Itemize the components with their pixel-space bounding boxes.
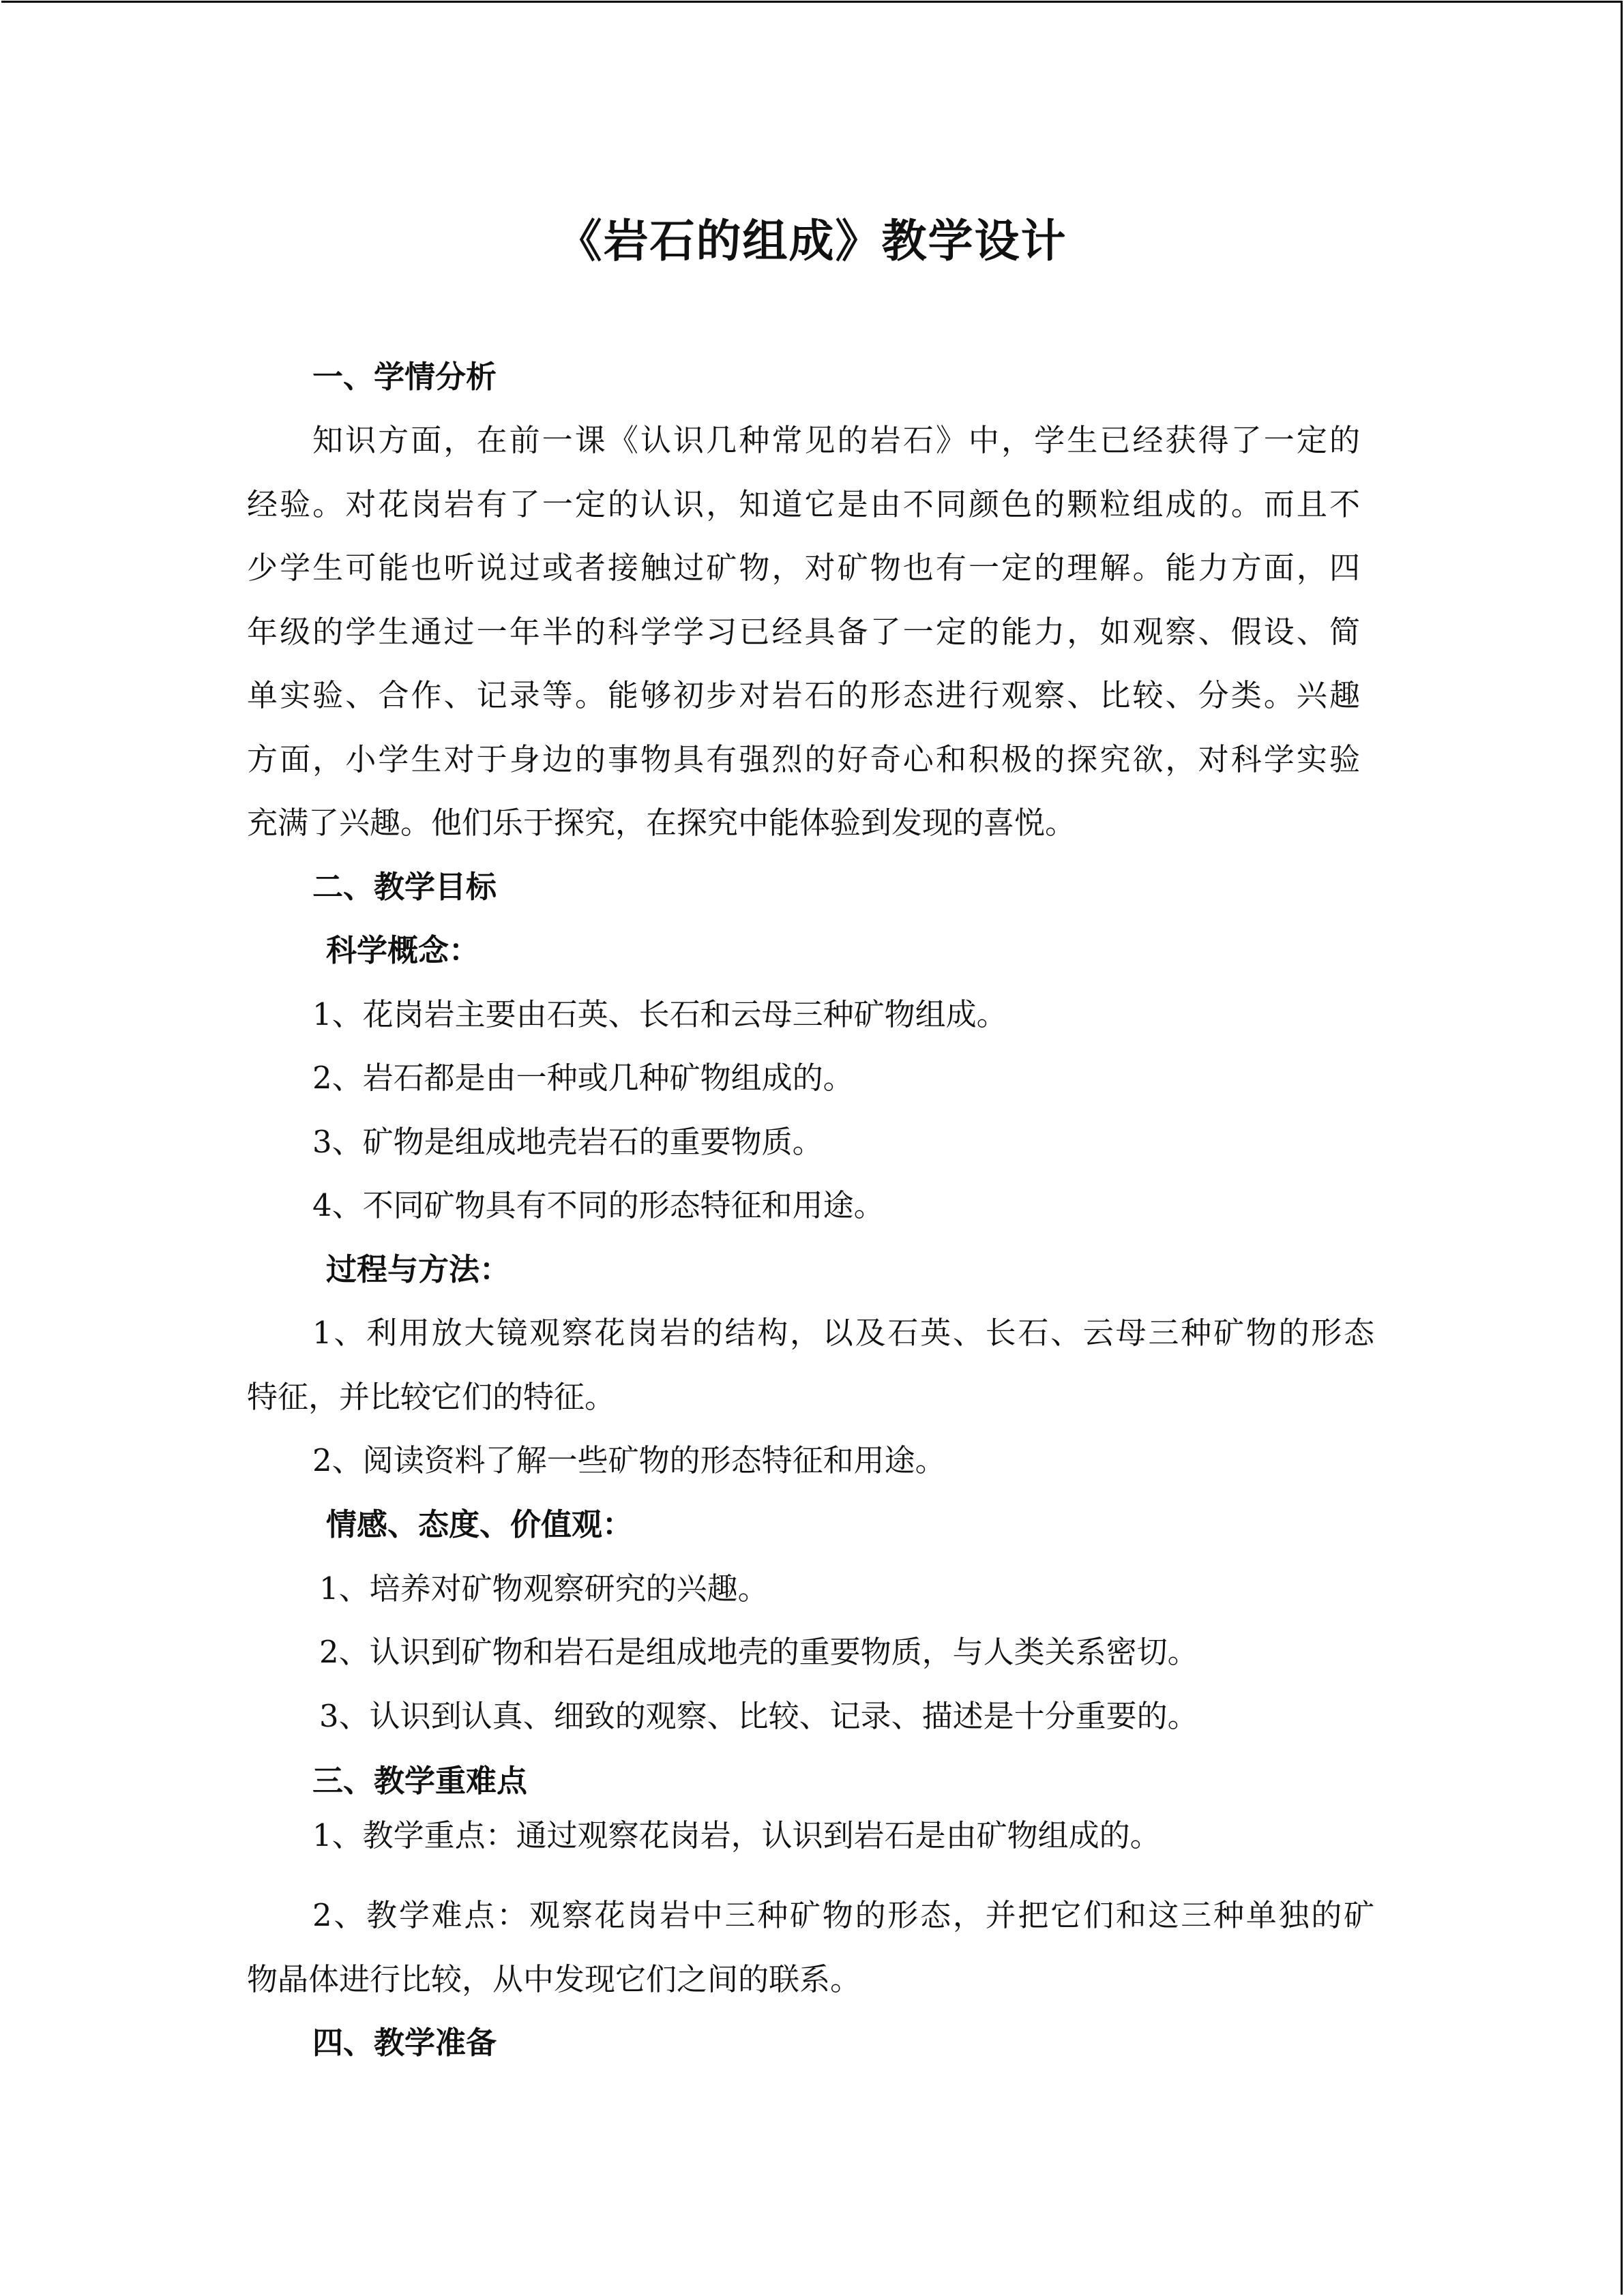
list-item: 1、花岗岩主要由石英、长石和云母三种矿物组成。 [312,996,1007,1032]
list-item: 2、教学难点：观察花岗岩中三种矿物的形态，并把它们和这三种单独的矿 [312,1897,1374,1933]
section-heading-analysis: 一、学情分析 [312,359,497,395]
document-title: 《岩石的组成》教学设计 [557,214,1067,267]
list-item: 3、认识到认真、细致的观察、比较、记录、描述是十分重要的。 [319,1698,1198,1734]
paragraph-line: 单实验、合作、记录等。能够初步对岩石的形态进行观察、比较、分类。兴趣 [247,677,1360,713]
list-item: 1、利用放大镜观察花岗岩的结构，以及石英、长石、云母三种矿物的形态 [312,1315,1374,1351]
section-heading-preparation: 四、教学准备 [312,2025,497,2061]
list-item: 2、阅读资料了解一些矿物的形态特征和用途。 [312,1442,946,1478]
paragraph-line: 方面，小学生对于身边的事物具有强烈的好奇心和积极的探究欲，对科学实验 [247,741,1360,777]
paragraph-line: 充满了兴趣。他们乐于探究，在探究中能体验到发现的喜悦。 [247,805,1076,841]
paragraph-line: 经验。对花岗岩有了一定的认识，知道它是由不同颜色的颗粒组成的。而且不 [247,486,1360,522]
section-heading-objectives: 二、教学目标 [312,869,497,905]
list-item-continuation: 特征，并比较它们的特征。 [247,1379,616,1415]
subheading-concepts: 科学概念： [326,932,480,968]
section-heading-key-points: 三、教学重难点 [312,1763,528,1799]
list-item: 2、岩石都是由一种或几种矿物组成的。 [312,1060,854,1096]
list-item: 1、培养对矿物观察研究的兴趣。 [319,1570,769,1607]
subheading-process: 过程与方法： [326,1251,511,1287]
paragraph-line: 知识方面，在前一课《认识几种常见的岩石》中，学生已经获得了一定的 [312,422,1360,458]
list-item: 1、教学重点：通过观察花岗岩，认识到岩石是由矿物组成的。 [312,1817,1161,1853]
paragraph-line: 少学生可能也听说过或者接触过矿物，对矿物也有一定的理解。能力方面，四 [247,550,1360,586]
subheading-attitude: 情感、态度、价值观： [326,1506,634,1542]
list-item-continuation: 物晶体进行比较，从中发现它们之间的联系。 [247,1961,861,1997]
list-item: 3、矿物是组成地壳岩石的重要物质。 [312,1124,823,1160]
list-item: 2、认识到矿物和岩石是组成地壳的重要物质，与人类关系密切。 [319,1634,1198,1670]
paragraph-line: 年级的学生通过一年半的科学学习已经具备了一定的能力，如观察、假设、简 [247,614,1360,650]
list-item: 4、不同矿物具有不同的形态特征和用途。 [312,1187,885,1223]
